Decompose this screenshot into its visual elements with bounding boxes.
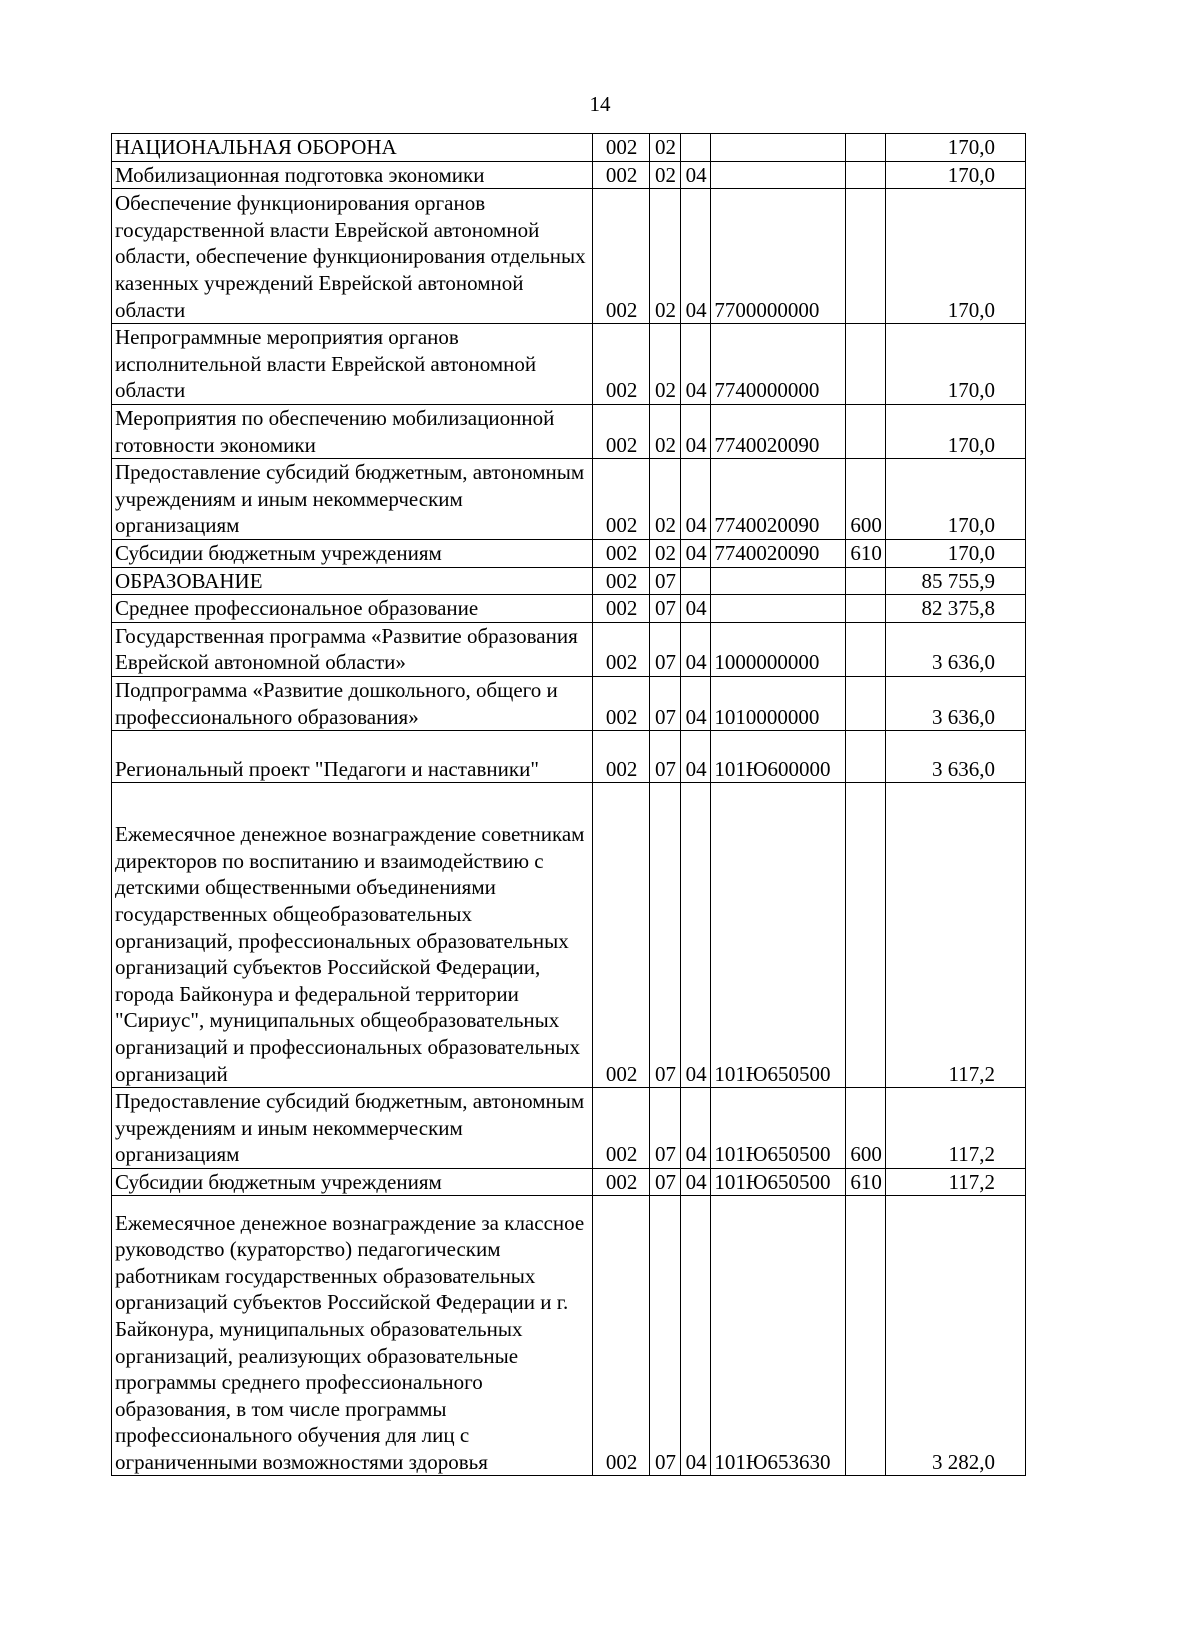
expense-type-cell: 600 (846, 459, 886, 540)
section-code-cell: 02 (650, 324, 681, 405)
target-article-cell: 1000000000 (711, 622, 846, 676)
item-name-cell: ОБРАЗОВАНИЕ (112, 567, 593, 595)
admin-code-cell: 002 (592, 676, 649, 730)
table-row (112, 783, 1026, 1088)
target-article-cell: 7740000000 (711, 324, 846, 405)
amount-cell: 170,0 (886, 161, 1026, 189)
subsection-code-cell (680, 134, 711, 162)
amount-cell: 85 755,9 (886, 567, 1026, 595)
section-code-cell: 07 (650, 567, 681, 595)
item-name-cell: Среднее профессиональное образование (112, 595, 593, 623)
expense-type-cell (846, 731, 886, 783)
expense-type-cell (846, 189, 886, 324)
subsection-code-cell: 04 (680, 459, 711, 540)
item-name-cell: Обеспечение функционирования органов государственной власти Еврейской автономной области, обеспечение функционирования отдельных казенных учреждений Еврейской автономной области (112, 189, 593, 324)
section-code-cell: 02 (650, 459, 681, 540)
expense-type-cell: 610 (846, 1168, 886, 1196)
target-article-cell (711, 161, 846, 189)
subsection-code-cell: 04 (680, 676, 711, 730)
admin-code-cell: 002 (592, 783, 649, 1088)
admin-code-cell: 002 (592, 459, 649, 540)
section-code-cell: 07 (650, 1088, 681, 1169)
budget-table-body (112, 134, 1026, 1476)
amount-cell: 3 636,0 (886, 622, 1026, 676)
section-code-cell: 02 (650, 134, 681, 162)
target-article-cell: 1010000000 (711, 676, 846, 730)
section-code-cell: 07 (650, 1168, 681, 1196)
subsection-code-cell: 04 (680, 189, 711, 324)
amount-cell: 3 636,0 (886, 676, 1026, 730)
amount-cell: 117,2 (886, 1088, 1026, 1169)
admin-code-cell: 002 (592, 161, 649, 189)
amount-cell: 117,2 (886, 1168, 1026, 1196)
amount-cell: 117,2 (886, 783, 1026, 1088)
section-code-cell: 02 (650, 161, 681, 189)
expense-type-cell (846, 676, 886, 730)
table-row (112, 134, 1026, 162)
target-article-cell: 101Ю650500 (711, 1088, 846, 1169)
section-code-cell: 07 (650, 783, 681, 1088)
subsection-code-cell: 04 (680, 1168, 711, 1196)
table-row (112, 731, 1026, 783)
expense-type-cell (846, 324, 886, 405)
budget-table (111, 133, 1026, 1476)
table-row (112, 1196, 1026, 1476)
admin-code-cell: 002 (592, 189, 649, 324)
subsection-code-cell (680, 567, 711, 595)
admin-code-cell: 002 (592, 731, 649, 783)
target-article-cell: 101Ю650500 (711, 1168, 846, 1196)
section-code-cell: 02 (650, 539, 681, 567)
amount-cell: 170,0 (886, 324, 1026, 405)
item-name-cell: Предоставление субсидий бюджетным, автономным учреждениям и иным некоммерческим организациям (112, 459, 593, 540)
table-row (112, 324, 1026, 405)
section-code-cell: 07 (650, 595, 681, 623)
table-row (112, 189, 1026, 324)
table-row (112, 676, 1026, 730)
admin-code-cell: 002 (592, 595, 649, 623)
expense-type-cell (846, 622, 886, 676)
table-row (112, 622, 1026, 676)
table-row (112, 595, 1026, 623)
amount-cell: 170,0 (886, 134, 1026, 162)
table-row (112, 1168, 1026, 1196)
amount-cell: 170,0 (886, 189, 1026, 324)
item-name-cell: НАЦИОНАЛЬНАЯ ОБОРОНА (112, 134, 593, 162)
expense-type-cell (846, 161, 886, 189)
amount-cell: 82 375,8 (886, 595, 1026, 623)
section-code-cell: 07 (650, 622, 681, 676)
section-code-cell: 02 (650, 189, 681, 324)
item-name-cell: Подпрограмма «Развитие дошкольного, общего и профессионального образования» (112, 676, 593, 730)
admin-code-cell: 002 (592, 324, 649, 405)
admin-code-cell: 002 (592, 1168, 649, 1196)
target-article-cell (711, 567, 846, 595)
target-article-cell: 101Ю653630 (711, 1196, 846, 1476)
item-name-cell: Ежемесячное денежное вознаграждение за классное руководство (кураторство) педагогическим работникам государственных образовательных организаций субъектов Российской Федерации и г. Байконура, муниципальных образовательных организаций, реализующих образовательные программы среднего профессионального образования, в том числе программы профессионального обучения для лиц с ограниченными возможностями здоровья (112, 1196, 593, 1476)
item-name-cell: Ежемесячное денежное вознаграждение советникам директоров по воспитанию и взаимодействию с детскими общественными объединениями государственных общеобразовательных организаций, профессиональных образовательных организаций субъектов Российской Федерации, города Байконура и федеральной территории "Сириус", муниципальных общеобразовательных организаций и профессиональных образовательных организаций (112, 783, 593, 1088)
section-code-cell: 07 (650, 731, 681, 783)
expense-type-cell (846, 134, 886, 162)
admin-code-cell: 002 (592, 134, 649, 162)
table-row (112, 404, 1026, 458)
target-article-cell: 101Ю600000 (711, 731, 846, 783)
amount-cell: 170,0 (886, 459, 1026, 540)
expense-type-cell (846, 595, 886, 623)
subsection-code-cell: 04 (680, 1088, 711, 1169)
table-row (112, 1088, 1026, 1169)
amount-cell: 3 282,0 (886, 1196, 1026, 1476)
admin-code-cell: 002 (592, 539, 649, 567)
page-number: 14 (589, 92, 611, 116)
subsection-code-cell: 04 (680, 324, 711, 405)
item-name-cell: Непрограммные мероприятия органов исполнительной власти Еврейской автономной области (112, 324, 593, 405)
subsection-code-cell: 04 (680, 1196, 711, 1476)
expense-type-cell (846, 404, 886, 458)
expense-type-cell (846, 1196, 886, 1476)
target-article-cell: 7740020090 (711, 404, 846, 458)
admin-code-cell: 002 (592, 404, 649, 458)
expense-type-cell: 610 (846, 539, 886, 567)
section-code-cell: 07 (650, 1196, 681, 1476)
expense-type-cell (846, 783, 886, 1088)
amount-cell: 170,0 (886, 404, 1026, 458)
item-name-cell: Субсидии бюджетным учреждениям (112, 1168, 593, 1196)
table-row (112, 539, 1026, 567)
admin-code-cell: 002 (592, 622, 649, 676)
subsection-code-cell: 04 (680, 595, 711, 623)
subsection-code-cell: 04 (680, 731, 711, 783)
admin-code-cell: 002 (592, 1088, 649, 1169)
target-article-cell (711, 595, 846, 623)
amount-cell: 3 636,0 (886, 731, 1026, 783)
table-row (112, 567, 1026, 595)
admin-code-cell: 002 (592, 1196, 649, 1476)
table-row (112, 161, 1026, 189)
subsection-code-cell: 04 (680, 783, 711, 1088)
item-name-cell: Мобилизационная подготовка экономики (112, 161, 593, 189)
item-name-cell: Государственная программа «Развитие образования Еврейской автономной области» (112, 622, 593, 676)
target-article-cell: 7740020090 (711, 459, 846, 540)
target-article-cell: 101Ю650500 (711, 783, 846, 1088)
subsection-code-cell: 04 (680, 404, 711, 458)
expense-type-cell: 600 (846, 1088, 886, 1169)
amount-cell: 170,0 (886, 539, 1026, 567)
section-code-cell: 02 (650, 404, 681, 458)
subsection-code-cell: 04 (680, 622, 711, 676)
target-article-cell (711, 134, 846, 162)
target-article-cell: 7740020090 (711, 539, 846, 567)
item-name-cell: Предоставление субсидий бюджетным, автономным учреждениям и иным некоммерческим организациям (112, 1088, 593, 1169)
section-code-cell: 07 (650, 676, 681, 730)
item-name-cell: Субсидии бюджетным учреждениям (112, 539, 593, 567)
item-name-cell: Региональный проект "Педагоги и наставники" (112, 731, 593, 783)
item-name-cell: Мероприятия по обеспечению мобилизационной готовности экономики (112, 404, 593, 458)
expense-type-cell (846, 567, 886, 595)
subsection-code-cell: 04 (680, 539, 711, 567)
target-article-cell: 7700000000 (711, 189, 846, 324)
table-row (112, 459, 1026, 540)
subsection-code-cell: 04 (680, 161, 711, 189)
admin-code-cell: 002 (592, 567, 649, 595)
